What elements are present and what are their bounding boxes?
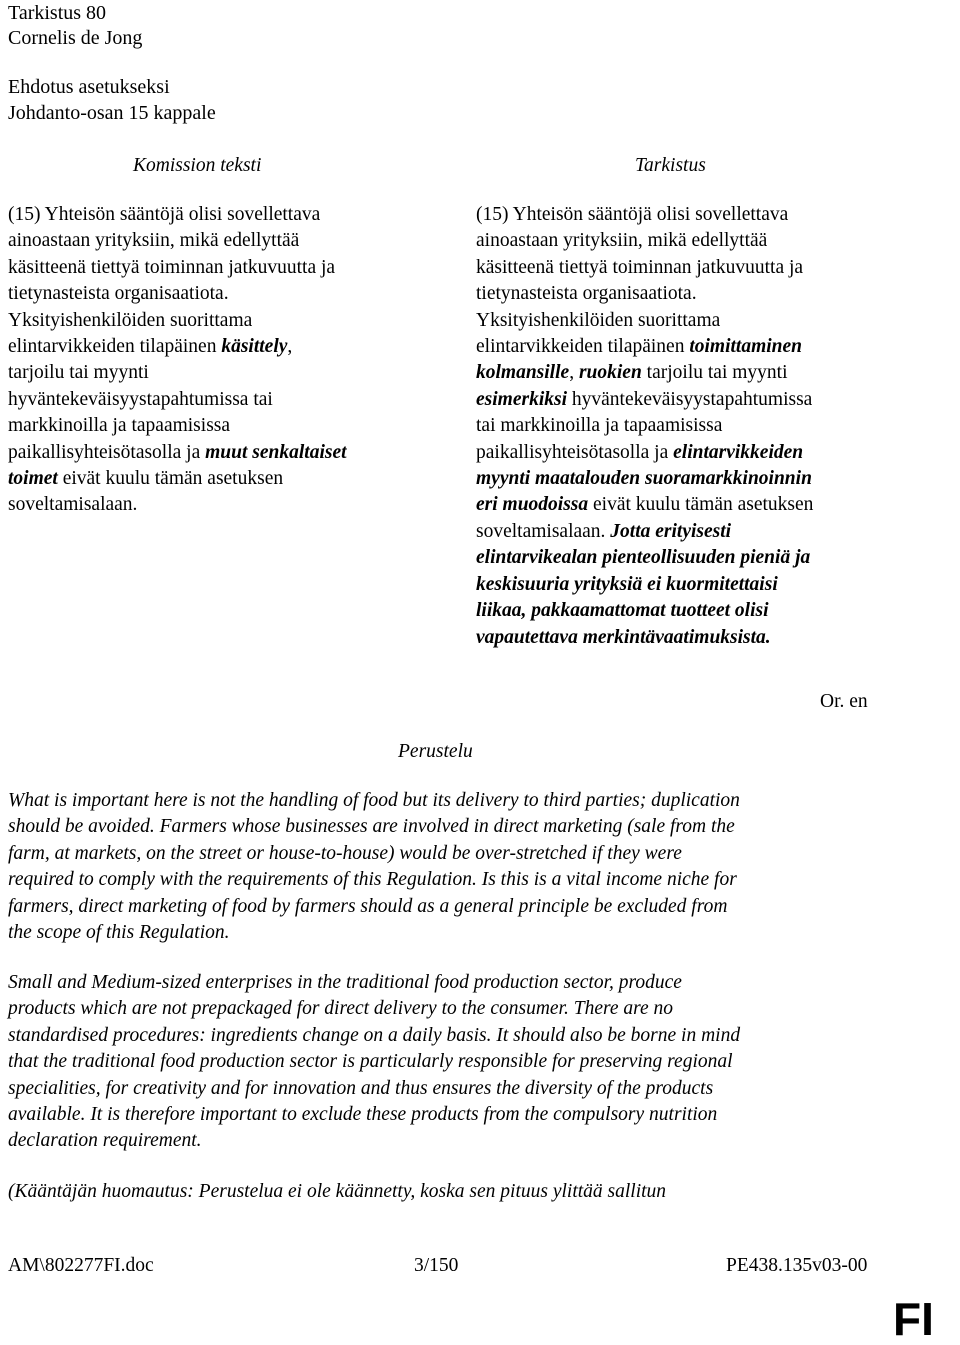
text-line: paikallisyhteisötasolla ja muut senkaltaiset xyxy=(8,441,347,463)
text-line: declaration requirement. xyxy=(8,1130,202,1152)
text-line xyxy=(476,572,896,598)
footer-doc-ref: AM\802277FI.doc xyxy=(8,1255,154,1276)
text-line: tarjoilu tai myynti xyxy=(8,362,149,384)
text-line: elintarvikkeiden tilapäinen toimittaminen xyxy=(476,336,803,358)
text-line: tai markkinoilla ja tapaamisissa xyxy=(476,415,723,437)
text-line: elintarvikkeiden tilapäinen käsittely, xyxy=(8,336,293,358)
changed-text: keskisuuria yrityksiä ei kuormitettaisi xyxy=(476,573,778,595)
text-line: toimet eivät kuulu tämän asetuksen xyxy=(8,468,284,490)
changed-text: esimerkiksi xyxy=(476,388,567,410)
text-line xyxy=(476,598,896,624)
text-line: Yksityishenkilöiden suorittama xyxy=(8,309,253,331)
footer-pe-ref: PE438.135v03-00 xyxy=(726,1255,868,1276)
text-line: paikallisyhteisötasolla ja elintarvikkeiden xyxy=(476,441,804,463)
text-line: available. It is therefore important to exclude these products from the compulsory nutrition xyxy=(8,1104,718,1126)
changed-text: toimittaminen xyxy=(689,336,803,358)
changed-text: käsittely xyxy=(221,336,288,358)
text-line: farm, at markets, on the street or house-to-house) would be over-stretched if they were xyxy=(8,842,682,864)
text-line: that the traditional food production sector is particularly responsible for preserving regional xyxy=(8,1051,733,1073)
amendment-number: Tarkistus 80 xyxy=(8,2,107,24)
changed-text: toimet xyxy=(8,468,58,490)
text-line: required to comply with the requirements of this Regulation. Is this is a vital income niche for xyxy=(8,869,737,891)
text-line: should be avoided. Farmers whose businesses are involved in direct marketing (sale from the xyxy=(8,816,735,838)
text-line: soveltamisalaan. Jotta erityisesti xyxy=(476,520,732,542)
text-line: products which are not prepackaged for direct delivery to the consumer. There are no xyxy=(8,998,674,1020)
text-line: standardised procedures: ingredients change on a daily basis. It should also be borne in mind xyxy=(8,1024,741,1046)
language-code: FI xyxy=(893,1293,934,1345)
text-line: specialities, for creativity and for innovation and thus ensures the diversity of the products xyxy=(8,1077,714,1099)
justification-paragraph-2 xyxy=(8,970,880,1155)
changed-text: ruokien xyxy=(578,362,642,384)
changed-text: muut senkaltaiset xyxy=(205,441,347,463)
text-line: farmers, direct marketing of food by farmers should as a general principle be excluded from xyxy=(8,895,728,917)
changed-text: liikaa, pakkaamattomat tuotteet olisi xyxy=(476,600,769,622)
text-line: kolmansille, ruokien tarjoilu tai myynti xyxy=(476,362,788,384)
text-line: Small and Medium-sized enterprises in the traditional food production sector, produce xyxy=(8,972,682,993)
changed-text: eri muodoissa xyxy=(476,494,589,516)
changed-text: kolmansille xyxy=(476,362,570,384)
text-line: soveltamisalaan. xyxy=(8,494,138,516)
text-line xyxy=(476,625,896,651)
text-line: käsitteenä tiettyä toiminnan jatkuvuutta ja xyxy=(476,256,804,278)
original-language: Or. en xyxy=(820,691,868,712)
proposal-location: Johdanto-osan 15 kappale xyxy=(8,102,216,124)
text-line xyxy=(476,545,896,571)
changed-text: elintarvikealan pienteollisuuden pieniä ja xyxy=(476,547,811,569)
text-line: markkinoilla ja tapaamisissa xyxy=(8,415,231,437)
text-line: tietynasteista organisaatiota. xyxy=(8,283,229,305)
footer-page-number: 3/150 xyxy=(414,1255,459,1276)
text-line: eri muodoissa eivät kuulu tämän asetuksen xyxy=(476,494,814,516)
text-line: hyväntekeväisyystapahtumissa tai xyxy=(8,388,273,410)
translator-note: (Kääntäjän huomautus: Perustelua ei ole käännetty, koska sen pituus ylittää sallitun xyxy=(8,1181,667,1202)
text-line: What is important here is not the handling of food but its delivery to third parties; duplication xyxy=(8,790,740,811)
amendment-author: Cornelis de Jong xyxy=(8,27,143,49)
text-line: (15) Yhteisön sääntöjä olisi sovellettava xyxy=(476,204,789,225)
proposal-title: Ehdotus asetukseksi xyxy=(8,76,170,98)
text-line: (15) Yhteisön sääntöjä olisi sovellettava xyxy=(8,204,321,225)
text-line: Yksityishenkilöiden suorittama xyxy=(476,309,721,331)
changed-text: elintarvikkeiden xyxy=(673,441,804,463)
changed-text: vapautettava merkintävaatimuksista. xyxy=(476,626,771,648)
changed-text: Jotta erityisesti xyxy=(610,520,732,542)
text-line: ainoastaan yrityksiin, mikä edellyttää xyxy=(8,230,300,252)
text-line: esimerkiksi hyväntekeväisyystapahtumissa xyxy=(476,388,813,410)
justification-heading: Perustelu xyxy=(398,741,473,762)
commission-text xyxy=(8,202,428,519)
amendment-text xyxy=(476,202,896,651)
text-line: ainoastaan yrityksiin, mikä edellyttää xyxy=(476,230,768,252)
left-column-heading: Komission teksti xyxy=(133,155,262,176)
right-column-heading: Tarkistus xyxy=(635,155,706,176)
changed-text: myynti maatalouden suoramarkkinoinnin xyxy=(476,468,812,490)
justification-paragraph-1 xyxy=(8,788,880,946)
text-line xyxy=(476,466,896,492)
text-line: käsitteenä tiettyä toiminnan jatkuvuutta ja xyxy=(8,256,336,278)
text-line: tietynasteista organisaatiota. xyxy=(476,283,697,305)
text-line: the scope of this Regulation. xyxy=(8,922,230,944)
